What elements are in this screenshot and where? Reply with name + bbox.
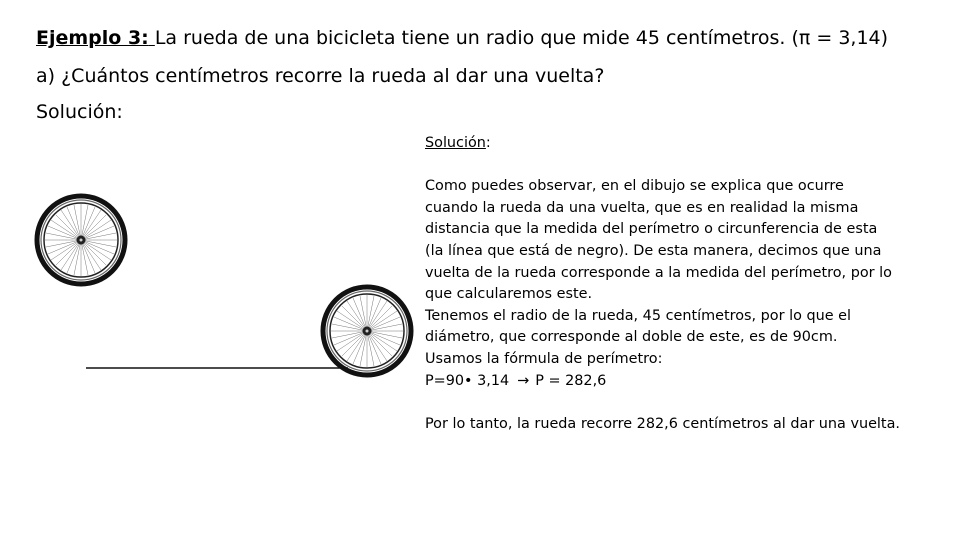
arrow-right-icon: →	[517, 372, 530, 389]
example-label: Ejemplo 3:	[36, 27, 149, 49]
solution-title-colon: :	[485, 135, 491, 151]
wheel-start	[37, 196, 125, 284]
formula-line	[425, 371, 900, 393]
solution-title-line	[425, 133, 900, 155]
conclusion-paragraph: Por lo tanto, la rueda recorre 282,6 centímetros al dar una vuelta.	[425, 415, 900, 432]
problem-statement: La rueda de una bicicleta tiene un radio que mide 45 centímetros. (π = 3,14)	[154, 27, 889, 49]
solution-label: Solución:	[36, 101, 123, 123]
question-a: a) ¿Cuántos centímetros recorre la rueda al dar una vuelta?	[36, 65, 605, 87]
solution-title: Solución	[425, 135, 486, 151]
solution-panel	[425, 133, 900, 435]
explanation-paragraph: Como puedes observar, en el dibujo se explica que ocurre cuando la rueda da una vuelta, que es en realidad la misma distancia que la medida del perímetro o circunferencia de esta (la línea que está de negro). De esta manera, decimos que una vuelta de la rueda corresponde a la medida del perímetro, por lo que calcularemos este.	[425, 178, 892, 303]
wheel-end	[323, 287, 411, 375]
formula-intro: Usamos la fórmula de perímetro:	[425, 350, 663, 367]
radius-paragraph: Tenemos el radio de la rueda, 45 centímetros, por lo que el diámetro, que corresponde al doble de este, es de 90cm.	[425, 307, 852, 346]
formula-result: P = 282,6	[535, 372, 607, 389]
formula-left: P=90• 3,14	[425, 372, 510, 389]
